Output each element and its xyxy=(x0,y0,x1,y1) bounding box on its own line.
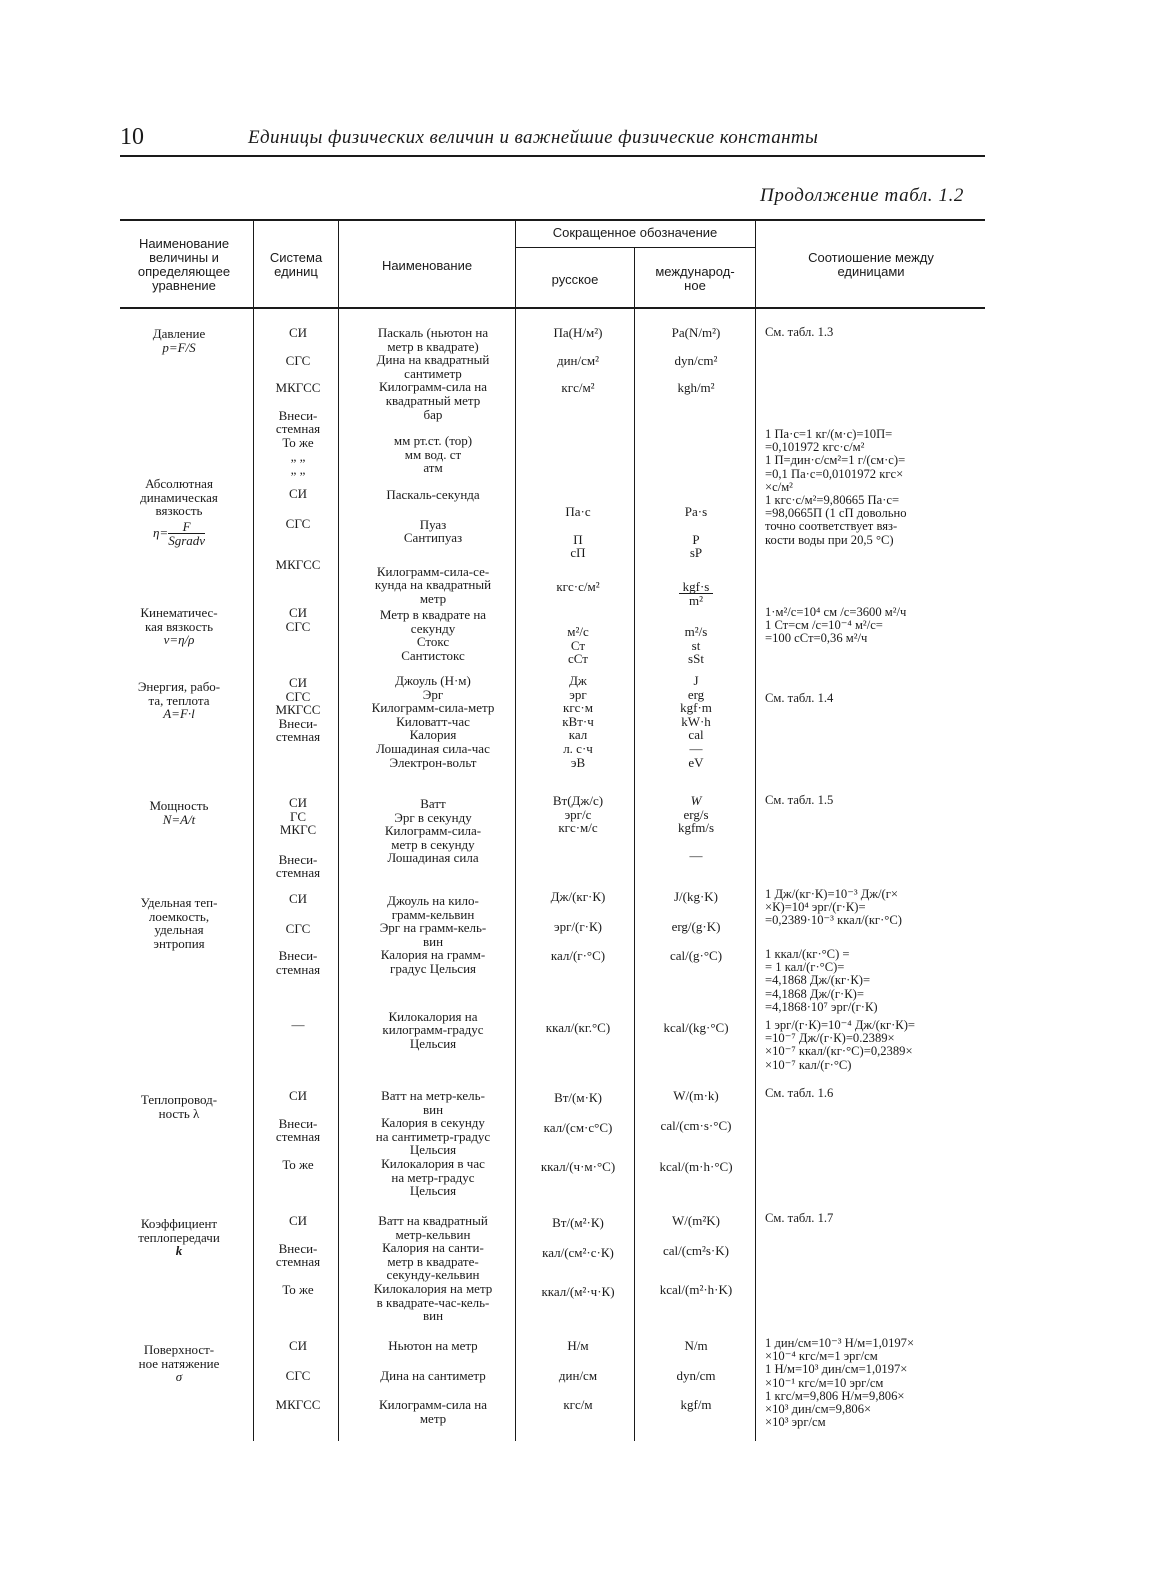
tension-abbr-int: N/m dyn/cm kgf/m xyxy=(676,1338,716,1413)
running-head: Единицы физических величин и важнейшие физические константы xyxy=(248,127,819,148)
conductivity-unit-names: Ватт на метр-кель- вин Калория в секунду на сантиметр-градус Цельсия Килокалория в час на метр-градус Цельсия xyxy=(375,1088,491,1199)
header-name: Наименование xyxy=(381,258,473,273)
energy-system: СИ СГС МКГСС Внеси- стемная xyxy=(275,675,321,745)
viscosity-relation: 1 Па·с=1 кг/(м·с)=10П= =0,101972 кгс·с/м² 1 П=дин·с/см²=1 г/(см·с)= =0,1 Па·с=0,0101972 кгс× ×с/м² 1 кгс·с/м²=9,80665 Па·с= =98,0665П (1 сП довольно точно соответствует вяз- кости воды при 20,5 °С) xyxy=(765,427,907,547)
col-divider-5 xyxy=(755,219,756,1441)
header-system: Система единиц xyxy=(269,250,323,279)
power-abbr-int: W erg/s kgfm/s — xyxy=(677,793,715,863)
tension-abbr-ru: Н/м дин/см кгс/м xyxy=(558,1338,598,1413)
header-international: международ- ное xyxy=(655,264,735,293)
energy-quantity: Энергия, рабо- та, теплота A=F·l xyxy=(137,679,221,722)
transfer-abbr-ru: Вт/(м²·К) кал/(см²·с·К) ккал/(м²·ч·К) xyxy=(541,1215,615,1300)
table-top-rule xyxy=(120,219,985,221)
heat-capacity-relation-1: 1 Дж/(кг·К)=10⁻³ Дж/(г× ×К)=10⁴ эрг/(г·К)= =0,2389·10⁻³ ккал/(кг·°С) xyxy=(765,887,902,928)
header-relation: Соотиошение между единицами xyxy=(808,250,934,279)
viscosity-quantity: Абсолютная динамическая вязкость η= $\frac{F}{\text{Sgradv}}$ xyxy=(140,476,218,549)
viscosity-int-fraction: $\frac{\text{kgf·s}}{\text{m²}}$ xyxy=(679,580,714,608)
abbr-subrule xyxy=(515,247,755,248)
pressure-abbr-int: Pa(N/m²) dyn/cm² kgh/m² xyxy=(671,325,721,396)
tension-quantity: Поверхност- ное натяжение σ xyxy=(138,1342,220,1385)
conductivity-quantity: Теплопровод- ность λ xyxy=(140,1092,218,1121)
header-quantity: Наименование величины и определяющее уравнение xyxy=(137,236,231,293)
heat-capacity-relation-3: 1 эрг/(г·К)=10⁻⁴ Дж/(кг·К)= =10⁻⁷ Дж/(г·К)=0.2389× ×10⁻⁷ ккал/(кг·°С)=0,2389× ×10⁻⁷ кал/(г·°С) xyxy=(765,1018,915,1072)
energy-unit-names: Джоуль (Н·м) Эрг Килограмм-сила-метр Киловатт-час Калория Лошадиная сила-час Электрон-вольт xyxy=(371,673,495,770)
heat-capacity-abbr-ru: Дж/(кг·К) эрг/(г·К) кал/(г·°С) ккал/(кг.°С) xyxy=(545,889,611,1035)
col-divider-1 xyxy=(253,219,254,1441)
heat-capacity-unit-names: Джоуль на кило- грамм-кельвин Эрг на грамм-кель- вин Калория на грамм- градус Цельсия Килокалория на килограмм-градус Цельсия xyxy=(379,893,487,1051)
page-number: 10 xyxy=(120,124,144,150)
heat-capacity-system: СИ СГС Внеси- стемная — xyxy=(275,891,321,1033)
kinematic-abbr-ru: м²/с Ст сСт xyxy=(567,624,589,667)
viscosity-abbr-int: Pa·s P sP $\frac{\text{kgf·s}}{\text{m²}}$ xyxy=(637,505,755,608)
heat-capacity-relation-2: 1 ккал/(кг·°С) = = 1 кал/(г·°С)= =4,1868 Дж/(кг·К)= =4,1868 Дж/(г·К)= =4,1868·10⁷ эрг/(г·К) xyxy=(765,947,878,1014)
kinematic-abbr-int: m²/s st sSt xyxy=(684,624,708,667)
power-quantity: Мощность N=A/t xyxy=(149,798,209,827)
transfer-relation: См. табл. 1.7 xyxy=(765,1211,834,1225)
energy-abbr-int: J erg kgf·m kW·h cal — eV xyxy=(680,673,712,770)
header-bottom-rule xyxy=(120,307,985,309)
transfer-abbr-int: W/(m²K) cal/(cm²s·K) kcal/(m²·h·K) xyxy=(659,1213,733,1298)
kinematic-unit-names: Метр в квадрате на секунду Стокс Сантистокс xyxy=(379,607,487,663)
viscosity-formula-fraction: $\frac{F}{\text{Sgradv}}$ xyxy=(168,518,206,549)
heat-capacity-abbr-int: J/(kg·K) erg/(g·K) cal/(g·°C) kcal/(kg·°C) xyxy=(663,889,729,1035)
conductivity-abbr-int: W/(m·k) cal/(cm·s·°C) kcal/(m·h·°C) xyxy=(659,1088,733,1175)
power-relation: См. табл. 1.5 xyxy=(765,793,834,807)
power-abbr-ru: Вт(Дж/с) эрг/с кгс·м/с xyxy=(552,793,604,836)
tension-relation: 1 дин/см=10⁻³ Н/м=1,0197× ×10⁻⁴ кгс/м=1 эрг/см 1 Н/м=10³ дин/см=1,0197× ×10⁻¹ кгс/м=10 эрг/см 1 кгс/м=9,806 Н/м=9,806× ×10³ дин/см=9,806× ×10³ эрг/см xyxy=(765,1336,915,1430)
col-divider-4 xyxy=(634,247,635,1441)
pressure-quantity: Давление p=F/S xyxy=(152,326,206,355)
kinematic-relation: 1·м²/с=10⁴ см /с=3600 м²/ч 1 Ст=см /с=10⁻⁴ м²/с= =100 сСт=0,36 м²/ч xyxy=(765,605,907,646)
col-divider-2 xyxy=(338,219,339,1441)
conductivity-relation: См. табл. 1.6 xyxy=(765,1086,834,1100)
kinematic-quantity: Кинематичес- кая вязкость ν=η/ρ xyxy=(140,605,218,648)
pressure-unit-names: Паскаль (ньютон на метр в квадрате) Дина на квадратный сантиметр Килограмм-сила на квадратный метр бар мм рт.ст. (тор) мм вод. ст атм xyxy=(376,325,490,476)
transfer-unit-names: Ватт на квадратный метр-кельвин Калория на санти- метр в квадрате- секунду-кельвин Килокалория на метр в квадрате-час-кель- вин xyxy=(373,1213,493,1324)
header-russian: русское xyxy=(551,272,599,287)
energy-abbr-ru: Дж эрг кгс·м кВт·ч кал л. с·ч эВ xyxy=(562,673,594,770)
heat-capacity-quantity: Удельная теп- лоемкость, удельная энтропия xyxy=(140,895,218,951)
viscosity-abbr-ru: Па·с П сП кгс·с/м² xyxy=(556,504,600,594)
pressure-abbr-ru: Па(Н/м²) дин/см² кгс/м² xyxy=(553,325,603,396)
header-rule xyxy=(120,155,985,157)
energy-relation: См. табл. 1.4 xyxy=(765,691,834,705)
tension-unit-names: Ньютон на метр Дина на сантиметр Килограмм-сила на метр xyxy=(379,1338,487,1426)
pressure-relation: См. табл. 1.3 xyxy=(765,325,834,339)
viscosity-unit-names: Паскаль-секунда Пуаз Сантипуаз Килограмм-сила-се- кунда на квадратный метр xyxy=(374,487,492,606)
kinematic-system: СИ СГС xyxy=(285,605,311,634)
viscosity-formula-lhs: η= xyxy=(152,524,169,540)
transfer-system: СИ Внеси- стемная То же xyxy=(275,1213,321,1297)
tension-system: СИ СГС МКГСС xyxy=(275,1338,321,1413)
table-continuation-label: Продолжение табл. 1.2 xyxy=(760,185,965,206)
conductivity-system: СИ Внеси- стемная То же xyxy=(275,1088,321,1172)
power-system: СИ ГС МКГС Внеси- стемная xyxy=(275,795,321,881)
pressure-system: СИ СГС МКГСС Внеси- стемная То же „ „ „ „ xyxy=(275,325,321,478)
transfer-quantity: Коэффициент теплопередачи k xyxy=(138,1216,220,1259)
header-abbr-group: Сокращенное обозначение xyxy=(552,225,718,240)
power-unit-names: Ватт Эрг в секунду Килограмм-сила- метр в секунду Лошадиная сила xyxy=(384,796,482,866)
conductivity-abbr-ru: Вт/(м·К) кал/(см·с°С) ккал/(ч·м·°С) xyxy=(540,1090,616,1175)
viscosity-system: СИ СГС МКГСС xyxy=(275,486,321,573)
